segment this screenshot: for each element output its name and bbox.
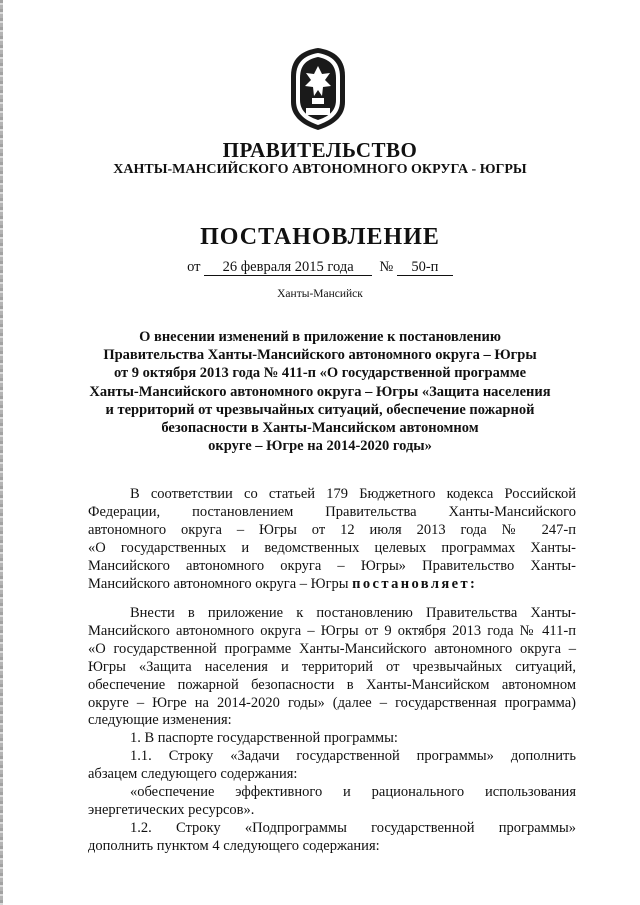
text-line: следующие изменения: xyxy=(88,712,232,729)
text-line: Внести в приложение к постановлению Правительства Ханты- xyxy=(130,605,576,621)
scan-left-edge xyxy=(0,0,3,905)
subject-line: О внесении изменений в приложение к постановлению xyxy=(139,329,501,345)
decree-keyword: постановляет: xyxy=(352,575,478,592)
subject-line: от 9 октября 2013 года № 411-п «О государственной программе xyxy=(113,365,527,382)
subject-line: Ханты-Мансийского автономного округа – Югры «Защита населения xyxy=(89,383,551,400)
organization-subtitle: ХАНТЫ-МАНСИЙСКОГО АВТОНОМНОГО ОКРУГА - ЮГРЫ xyxy=(113,162,527,177)
date-prefix: от xyxy=(187,259,201,275)
text-line: 1.2. Строку «Подпрограммы государственной программы» xyxy=(130,819,576,836)
preamble-paragraph xyxy=(88,486,576,593)
subject-line: округе – Югре на 2014-2020 годы» xyxy=(208,438,432,455)
subject-line: безопасности в Ханты-Мансийском автономном xyxy=(161,420,479,437)
document-number: 50-п xyxy=(397,259,453,276)
text-line: Мансийского автономного округа – Югры» Правительство Ханты- xyxy=(88,557,576,574)
text-line: Федерации, постановлением Правительства Ханты-Мансийского xyxy=(88,503,576,520)
text-line: 1.1. Строку «Задачи государственной программы» дополнить xyxy=(130,748,576,765)
text-line: «О государственной программе Ханты-Мансийского автономного округа – xyxy=(88,640,576,657)
document-subject xyxy=(80,328,560,455)
text-line: «обеспечение эффективного и рационального использования xyxy=(130,784,576,801)
text-line: энергетических ресурсов». xyxy=(88,801,255,818)
document-date: 26 февраля 2015 года xyxy=(204,259,372,276)
document-type-heading: ПОСТАНОВЛЕНИЕ xyxy=(200,224,440,250)
text-line: обеспечение пожарной безопасности в Ханты-Мансийском автономном xyxy=(88,676,576,693)
subject-line: Правительства Ханты-Мансийского автономного округа – Югры xyxy=(103,347,537,364)
text-line: автономного округа – Югры от 12 июля 2013 года № 247-п xyxy=(88,521,576,538)
organization-title: ПРАВИТЕЛЬСТВО xyxy=(222,138,418,162)
text-line: Мансийского автономного округа – Югры от 9 октября 2013 года № 411-п xyxy=(88,622,576,639)
amendments-section xyxy=(88,605,576,856)
text-line: В соответствии со статьей 179 Бюджетного кодекса Российской xyxy=(130,486,576,502)
text-fragment: Мансийского автономного округа – Югры xyxy=(88,575,349,592)
text-line: Югры «Защита населения и территорий от чрезвычайных ситуаций, xyxy=(88,658,576,675)
text-line: абзацем следующего содержания: xyxy=(88,766,298,783)
coat-of-arms-emblem xyxy=(287,46,349,132)
text-line: 1. В паспорте государственной программы: xyxy=(130,730,398,747)
text-line: «О государственных и ведомственных целевых программах Ханты- xyxy=(88,539,576,556)
subject-line: и территорий от чрезвычайных ситуаций, обеспечение пожарной xyxy=(105,401,535,418)
date-number-line xyxy=(0,259,640,276)
city-name: Ханты-Мансийск xyxy=(277,288,363,300)
text-line: дополнить пунктом 4 следующего содержания: xyxy=(88,837,380,854)
text-line xyxy=(88,576,576,594)
text-line: округе – Югре на 2014-2020 годы» (далее – государственная программа) xyxy=(88,694,576,711)
number-sign: № xyxy=(379,259,394,275)
